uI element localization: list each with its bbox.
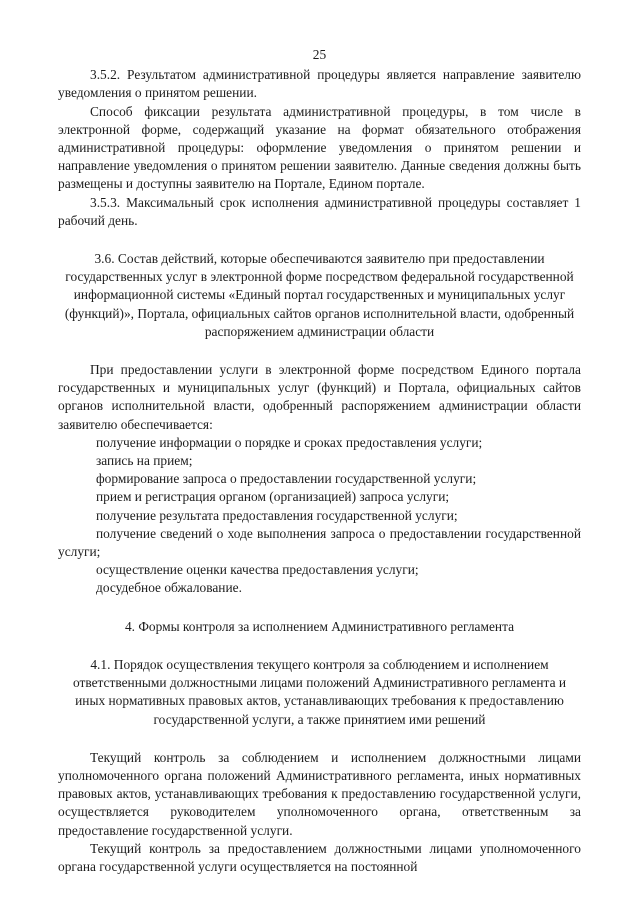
page-number: 25 [312,47,327,62]
paragraph-3-5-2: 3.5.2. Результатом административной процедуры является направление заявителю уведомления о принятом решении. [58,67,581,101]
paragraph-fixation-method: Способ фиксации результата административной процедуры, в том числе в электронной форме, содержащий указание на формат обязательного отображения административной процедуры: оформление уведомления о принятом решении и направление уведомления о принятом решении заявителю. Данные сведения должны быть размещены и доступны заявителю на Портале, Едином портале. [58,103,581,192]
list-item: досудебное обжалование. [96,580,242,596]
list-item: осуществление оценки качества предоставления услуги; [96,562,419,578]
spacer [58,230,581,250]
paragraph-list-intro: При предоставлении услуги в электронной форме посредством Единого портала государственных и муниципальных услуг (функций) и Портала, официальных сайтов органов исполнительной власти, одобренный распоряжением администрации области заявителю обеспечивается: [58,362,581,432]
section-heading-4: 4. Формы контроля за исполнением Административного регламента [124,618,515,634]
list-item: получение информации о порядке и сроках предоставления услуги; [96,434,483,450]
list-item: получение результата предоставления государственной услуги; [96,507,458,523]
paragraph-3-5-3: 3.5.3. Максимальный срок исполнения административной процедуры составляет 1 рабочий день. [58,194,581,228]
paragraph-current-control: Текущий контроль за соблюдением и исполнением должностными лицами уполномоченного органа положений Административного регламента, иных нормативных правовых актов, устанавливающих требования к предоставлению государственной услуги, осуществляется руководителем уполномоченного органа, ответственным за предоставление государственной услуги. [58,749,581,838]
list-item: формирование запроса о предоставлении государственной услуги; [96,471,477,487]
list-item: запись на прием; [96,453,193,469]
spacer [58,729,581,749]
section-heading-4-1: 4.1. Порядок осуществления текущего контроля за соблюдением и исполнением ответственными должностными лицами положений Административного регламента и иных нормативных правовых актов, устанавливающих требования к предоставлению государственной услуги, а также принятием ими решений [72,656,567,727]
list-item: получение сведений о ходе выполнения запроса о предоставлении государственной услуги; [58,525,581,560]
list-item: прием и регистрация органом (организацией) запроса услуги; [96,489,450,505]
spacer [58,636,581,656]
paragraph-current-control-continued: Текущий контроль за предоставлением должностными лицами уполномоченного органа государственной услуги осуществляется на постоянной [58,840,581,874]
spacer [58,341,581,361]
spacer [58,598,581,618]
section-heading-3-6: 3.6. Состав действий, которые обеспечиваются заявителю при предоставлении государственных услуг в электронной форме посредством федеральной государственной информационной системы «Единый портал государственных и муниципальных услуг (функций)», Портала, официальных сайтов органов исполнительной власти, одобренный распоряжением администрации области [64,251,575,339]
